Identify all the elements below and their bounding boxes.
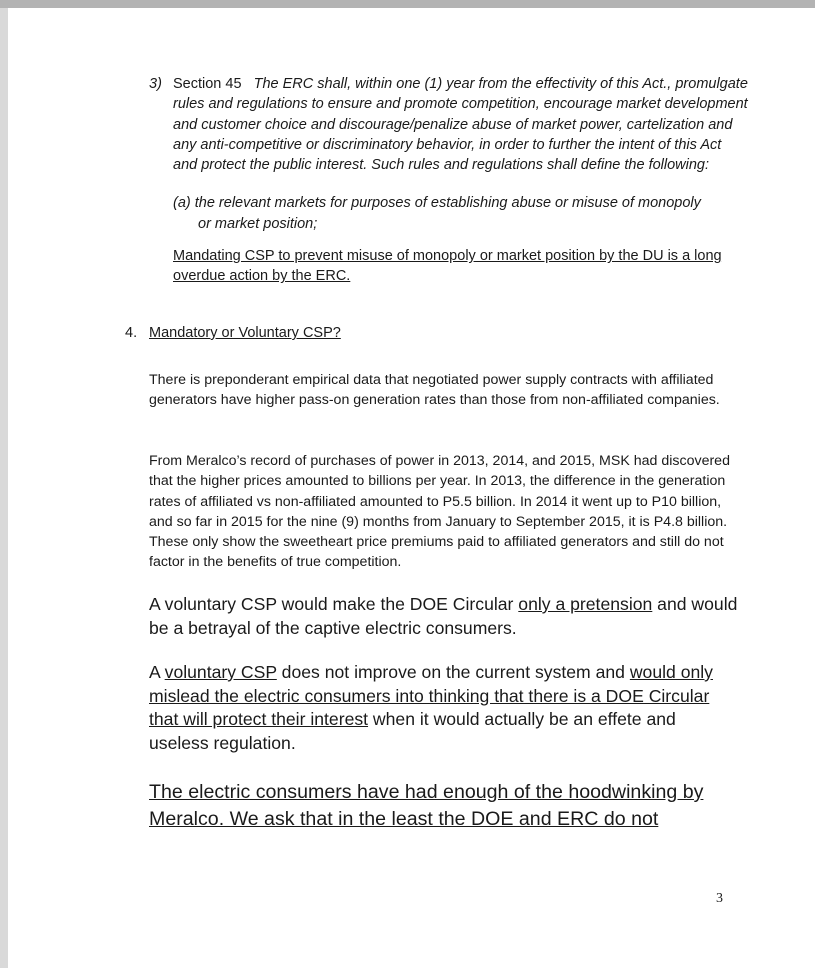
emphasis-1-text-a: A voluntary CSP would make the DOE Circular: [149, 594, 519, 614]
document-page: [8, 8, 815, 968]
item-4-heading: Mandatory or Voluntary CSP?: [149, 325, 341, 341]
paragraph-empirical-data: There is preponderant empirical data that negotiated power supply contracts with affiliated generators have higher pass-on generation rates than those from non-affiliated companies.: [149, 372, 720, 409]
emphasis-1-text-b: and would be a betrayal of the captive electric consumers.: [149, 594, 738, 638]
emphasis-voluntary-mislead: [149, 661, 739, 755]
sub-item-a-line1: (a) the relevant markets for purposes of establishing abuse or misuse of monopoly: [173, 195, 701, 212]
emphasis-2-text-a: A: [149, 662, 165, 682]
item-3-number: 3): [149, 76, 162, 92]
sub-item-a: [173, 193, 749, 234]
emphasis-2-text-b: does not improve on the current system and: [276, 662, 630, 682]
page-number: 3: [716, 891, 723, 906]
sub-item-a-line2: or market position;: [198, 215, 318, 232]
item-4: [125, 323, 745, 343]
section-45-text: The ERC shall, within one (1) year from the effectivity of this Act., promulgate rules and regulations to ensure and promote competition, encourage market development and customer choice and discourage/penalize abuse of market power, cartelization and any anti-competitive or discriminatory behavior, in order to further the intent of this Act and protect the public interest. Such rules and regulations shall define the following:: [173, 76, 748, 174]
section-label: Section 45: [173, 76, 242, 92]
item-3: [149, 74, 749, 287]
emphasis-hoodwinking: The electric consumers have had enough of the hoodwinking by Meralco. We ask that in the least the DOE and ERC do not: [149, 781, 704, 830]
emphasis-2-underlined-1: voluntary CSP: [164, 662, 277, 682]
viewer-top-bar: [0, 0, 815, 8]
item-3-note: Mandating CSP to prevent misuse of monopoly or market position by the DU is a long overdue action by the ERC.: [173, 248, 722, 285]
emphasis-2-underlined-2: would only mislead the electric consumers into thinking that there is a DOE Circular that will protect their interest: [149, 662, 713, 729]
emphasis-2-text-c: when it would actually be an effete and useless regulation.: [149, 709, 676, 753]
emphasis-voluntary-pretension: [149, 593, 739, 640]
item-4-number: 4.: [125, 325, 138, 341]
paragraph-meralco-record: From Meralco’s record of purchases of power in 2013, 2014, and 2015, MSK had discovered that the higher prices amounted to billions per year. In 2013, the difference in the generation rates of affiliated vs non-affiliated amounted to P5.5 billion. In 2014 it went up to P10 billion, and so far in 2015 for the nine (9) months from January to September 2015, it is P4.8 billion. These only show the sweetheart price premiums paid to affiliated generators and still do not factor in the benefits of true competition.: [149, 453, 730, 571]
emphasis-1-underlined: only a pretension: [518, 594, 653, 614]
